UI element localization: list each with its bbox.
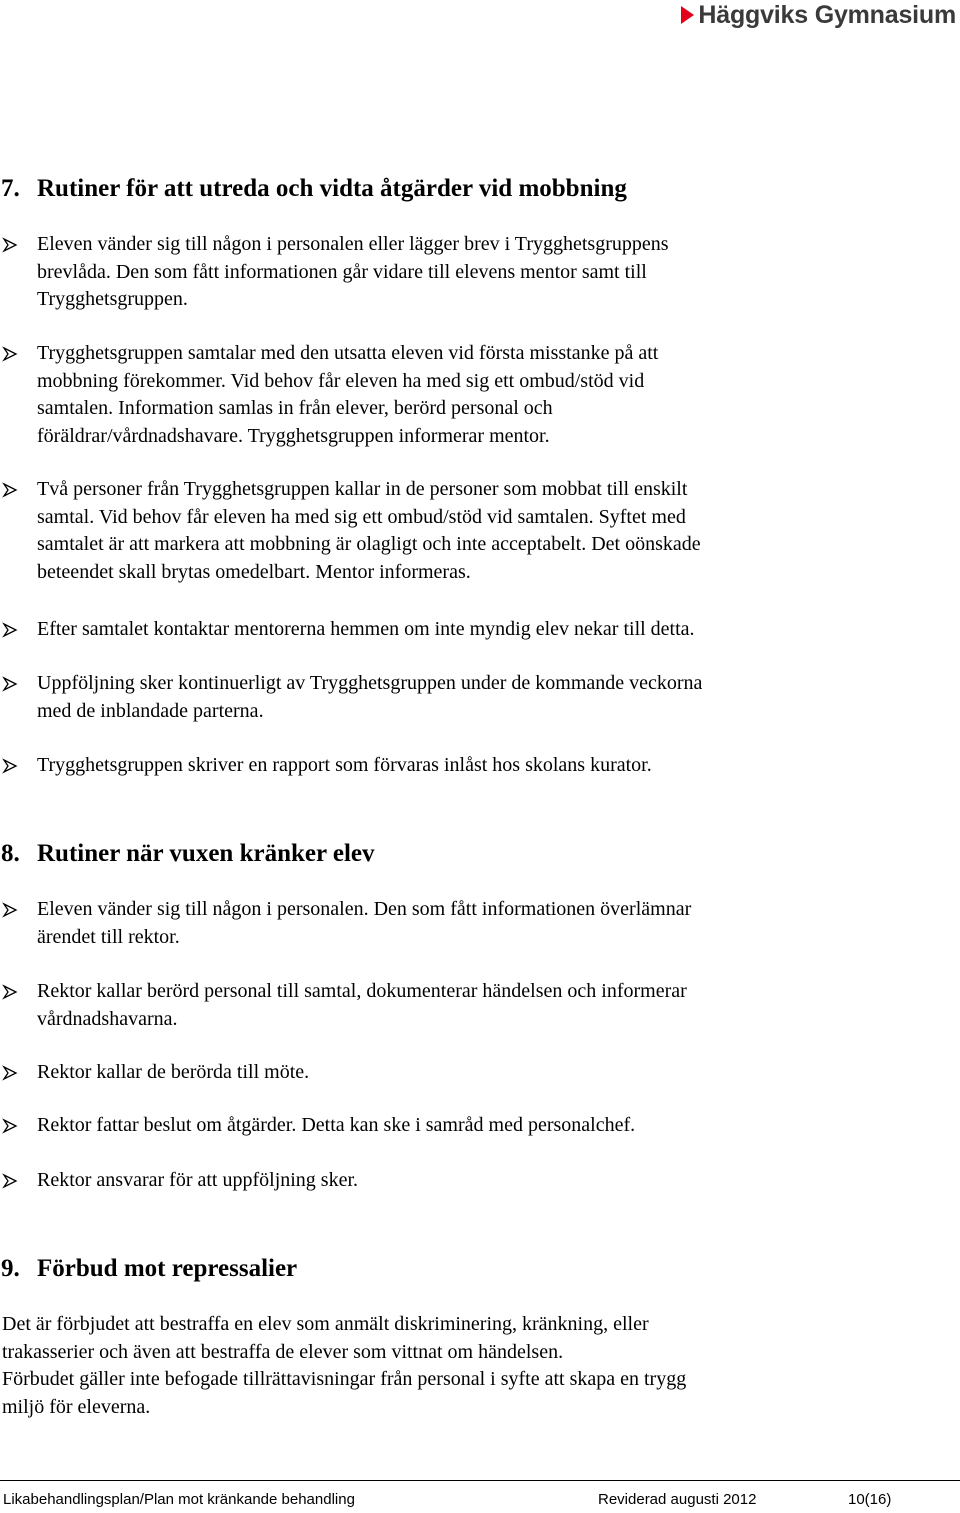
- page-footer: [0, 1480, 960, 1513]
- footer-revision-date: Reviderad augusti 2012: [598, 1491, 757, 1508]
- school-logo: [681, 0, 956, 30]
- list-item-text: Rektor kallar de berörda till möte.: [37, 1061, 310, 1083]
- arrow-bullet-icon: [2, 902, 18, 918]
- paragraph: Det är förbjudet att bestraffa en elev som anmält diskriminering, kränkning, eller trakasserier och även att bestraffa de elever som vittnat om händelsen. Förbudet gäller inte befogade tillrättavisningar från personal i syfte att skapa en trygg miljö för eleverna.: [2, 1313, 687, 1418]
- arrow-bullet-icon: [2, 676, 18, 692]
- arrow-bullet-icon: [2, 984, 18, 1000]
- section-number: 7.: [1, 175, 20, 202]
- list-item-text: Trygghetsgruppen skriver en rapport som förvaras inlåst hos skolans kurator.: [37, 754, 652, 776]
- list-item-text: Rektor ansvarar för att uppföljning sker.: [37, 1169, 359, 1191]
- list-item-text: Eleven vänder sig till någon i personalen eller lägger brev i Trygghetsgruppens brevlåda. Den som fått informationen går vidare till elevens mentor samt till Trygghetsgruppen.: [37, 233, 669, 310]
- arrow-bullet-icon: [2, 346, 18, 362]
- section-title: Rutiner när vuxen kränker elev: [37, 840, 375, 867]
- arrow-bullet-icon: [2, 237, 18, 253]
- arrow-bullet-icon: [2, 1118, 18, 1134]
- arrow-bullet-icon: [2, 622, 18, 638]
- arrow-bullet-icon: [2, 758, 18, 774]
- section-number: 9.: [1, 1255, 20, 1282]
- section-title: Rutiner för att utreda och vidta åtgärder vid mobbning: [37, 175, 627, 202]
- footer-page-number: 10(16): [848, 1491, 892, 1508]
- logo-text: Häggviks Gymnasium: [698, 0, 956, 29]
- list-item-text: Uppföljning sker kontinuerligt av Trygghetsgruppen under de kommande veckorna med de inblandade parterna.: [37, 672, 703, 722]
- logo-arrow-icon: [681, 6, 694, 24]
- list-item-text: Eleven vänder sig till någon i personalen. Den som fått informationen överlämnar ärendet till rektor.: [37, 898, 692, 948]
- list-item-text: Två personer från Trygghetsgruppen kallar in de personer som mobbat till enskilt samtal. Vid behov får eleven ha med sig ett ombud/stöd vid samtalen. Syftet med samtalet är att markera att mobbning är olagligt och inte acceptabelt. Det oönskade beteendet skall brytas omedelbart. Mentor informeras.: [37, 478, 701, 583]
- arrow-bullet-icon: [2, 1173, 18, 1189]
- list-item-text: Rektor kallar berörd personal till samtal, dokumenterar händelsen och informerar vårdnadshavarna.: [37, 980, 687, 1030]
- list-item-text: Trygghetsgruppen samtalar med den utsatta eleven vid första misstanke på att mobbning förekommer. Vid behov får eleven ha med sig ett ombud/stöd vid samtalen. Information samlas in från elever, berörd personal och föräldrar/vårdnadshavare. Trygghetsgruppen informerar mentor.: [37, 342, 659, 447]
- arrow-bullet-icon: [2, 482, 18, 498]
- list-item-text: Efter samtalet kontaktar mentorerna hemmen om inte myndig elev nekar till detta.: [37, 618, 695, 640]
- list-item-text: Rektor fattar beslut om åtgärder. Detta kan ske i samråd med personalchef.: [37, 1114, 636, 1136]
- footer-document-title: Likabehandlingsplan/Plan mot kränkande behandling: [3, 1491, 355, 1508]
- arrow-bullet-icon: [2, 1065, 18, 1081]
- section-title: Förbud mot repressalier: [37, 1255, 298, 1282]
- section-number: 8.: [1, 840, 20, 867]
